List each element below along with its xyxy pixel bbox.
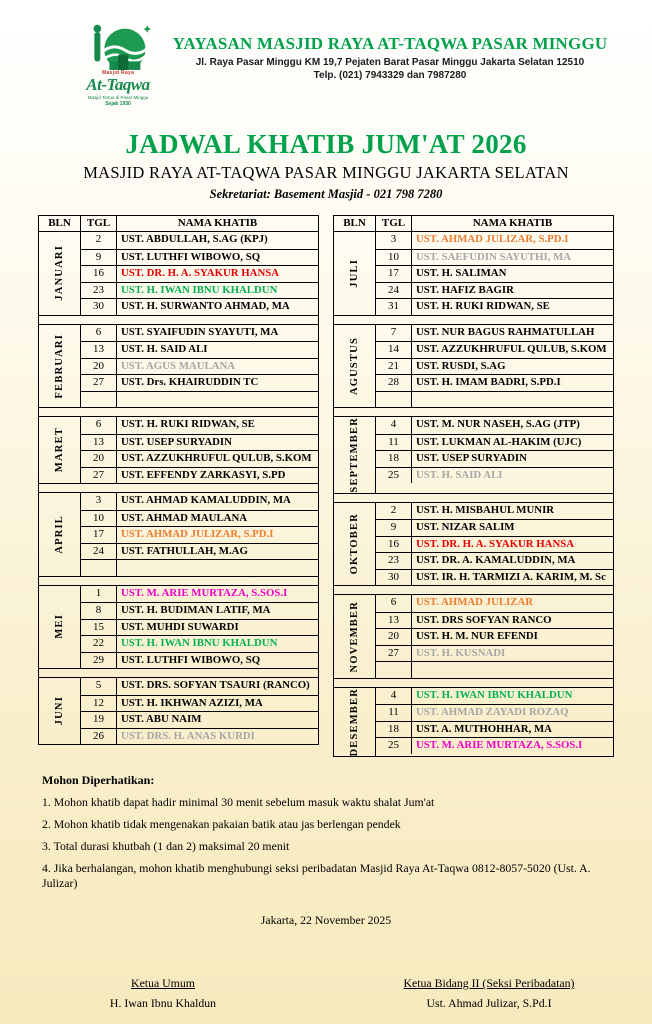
schedule-row	[81, 298, 318, 315]
schedule-column-left	[38, 215, 319, 757]
date-cell: 31	[376, 299, 412, 315]
date-cell: 27	[376, 646, 412, 662]
khatib-name-cell: UST. MUHDI SUWARDI	[121, 620, 239, 633]
schedule-row	[81, 526, 318, 543]
khatib-name-cell: UST. M. ARIE MURTAZA, S.SOS.I	[121, 586, 288, 599]
khatib-name-cell: UST. M. NUR NASEH, S.AG (JTP)	[416, 418, 580, 430]
signature-right	[326, 976, 652, 1011]
month-group	[38, 324, 319, 409]
schedule-row	[81, 417, 318, 434]
month-rows	[81, 678, 318, 744]
month-label: APRIL	[54, 514, 65, 554]
date-cell: 9	[81, 250, 117, 266]
schedule-row	[376, 704, 613, 721]
date-cell: 26	[81, 729, 117, 745]
date-cell: 8	[81, 603, 117, 619]
schedule-row	[81, 728, 318, 745]
date-cell: 11	[376, 435, 412, 451]
khatib-name-cell: UST. AHMAD JULIZAR, S.PD.I	[121, 528, 274, 540]
signature-title: Ketua Bidang II (Seksi Peribadatan)	[403, 976, 575, 991]
date-cell: 13	[81, 435, 117, 451]
date-cell: 20	[81, 451, 117, 467]
schedule-row	[376, 341, 613, 358]
khatib-name-cell: UST. AZZUKHRUFUL QULUB, S.KOM	[121, 452, 312, 464]
khatib-name-cell: UST. Drs. KHAIRUDDIN TC	[121, 376, 259, 388]
khatib-name-cell: UST. H. IWAN IBNU KHALDUN	[416, 688, 573, 701]
date-cell: 17	[81, 527, 117, 543]
schedule-row	[376, 467, 613, 484]
month-cell	[39, 325, 81, 408]
month-cell	[334, 417, 376, 493]
date-cell: 25	[376, 738, 412, 754]
schedule-row	[376, 721, 613, 738]
org-block	[168, 20, 612, 81]
date-cell: 5	[81, 678, 117, 695]
title-block	[0, 129, 652, 202]
date-cell: 7	[376, 325, 412, 342]
month-group	[38, 416, 319, 484]
khatib-name-cell: UST. RUSDI, S.AG	[416, 359, 506, 372]
date-cell: 4	[376, 688, 412, 705]
column-header: BLN	[334, 216, 376, 231]
schedule-row	[81, 374, 318, 391]
khatib-name-cell: UST. H. RUKI RIDWAN, SE	[121, 418, 255, 430]
khatib-name-cell: UST. AHMAD KAMALUDDIN, MA	[121, 494, 291, 506]
month-group	[333, 416, 614, 494]
mosque-logo	[68, 20, 168, 107]
schedule-row	[376, 628, 613, 645]
signature-block	[0, 976, 652, 1011]
date-cell: 2	[376, 503, 412, 520]
date-cell: 25	[376, 468, 412, 484]
date-cell	[81, 560, 117, 576]
khatib-name-cell: UST. FATHULLAH, M.AG	[121, 544, 248, 557]
secretariat-line: Sekretariat: Basement Masjid - 021 798 7280	[209, 187, 443, 201]
month-cell	[39, 586, 81, 669]
date-cell: 11	[376, 705, 412, 721]
note-item: 4. Jika berhalangan, mohon khatib menghubungi seksi peribadatan Masjid Raya At-Taqwa 0812-8057-5020 (Ust. A. Julizar)	[42, 861, 591, 891]
month-cell	[334, 595, 376, 678]
date-cell: 30	[376, 570, 412, 586]
khatib-name-cell: UST. H. IWAN IBNU KHALDUN	[121, 637, 278, 649]
schedule-row	[81, 559, 318, 576]
date-cell: 1	[81, 586, 117, 603]
khatib-name-cell: UST. DRS. H. ANAS KURDI	[121, 729, 255, 742]
schedule-row	[81, 586, 318, 603]
schedule-row	[81, 678, 318, 695]
schedule-row	[376, 612, 613, 629]
month-rows	[81, 493, 318, 576]
schedule-row	[81, 635, 318, 652]
khatib-name-cell: UST. H. SALIMAN	[416, 267, 507, 279]
month-group	[38, 585, 319, 670]
month-label: MARET	[54, 427, 65, 473]
khatib-name-cell: UST. AZZUKHRUFUL QULUB, S.KOM	[416, 343, 607, 355]
logo-tagline: Masjid Tertua di Pasar Minggu	[87, 95, 149, 100]
month-cell	[39, 232, 81, 315]
signature-name: H. Iwan Ibnu Khaldun	[109, 996, 217, 1011]
date-cell: 20	[376, 629, 412, 645]
date-cell: 18	[376, 722, 412, 738]
date-cell: 10	[376, 250, 412, 266]
khatib-name-cell: UST. H. BUDIMAN LATIF, MA	[121, 604, 271, 616]
schedule-row	[376, 450, 613, 467]
khatib-name-cell: UST. AHMAD ZAYADI ROZAQ	[416, 706, 569, 719]
date-cell	[81, 392, 117, 408]
khatib-name-cell: UST. H. MISBAHUL MUNIR	[416, 503, 555, 516]
schedule-row	[376, 232, 613, 249]
date-cell: 3	[376, 232, 412, 249]
note-item: 3. Total durasi khutbah (1 dan 2) maksimal 20 menit	[42, 839, 290, 854]
khatib-name-cell: UST. AGUS MAULANA	[121, 359, 236, 372]
khatib-name-cell: UST. SYAIFUDIN SYAYUTI, MA	[121, 325, 279, 338]
khatib-name-cell: UST. LUTHFI WIBOWO, SQ	[121, 653, 261, 666]
date-cell: 16	[81, 266, 117, 282]
khatib-name-cell: UST. NIZAR SALIM	[416, 521, 515, 534]
schedule-row	[376, 249, 613, 266]
org-name: YAYASAN MASJID RAYA AT-TAQWA PASAR MINGGU	[172, 34, 608, 53]
date-cell: 9	[376, 520, 412, 536]
schedule-row	[81, 711, 318, 728]
date-cell: 28	[376, 375, 412, 391]
month-rows	[81, 325, 318, 408]
month-rows	[376, 595, 613, 678]
note-item: 2. Mohon khatib tidak mengenakan pakaian batik atau jas berlengan pendek	[42, 817, 401, 832]
letterhead	[0, 0, 652, 107]
date-cell: 12	[81, 696, 117, 712]
month-cell	[334, 503, 376, 586]
khatib-name-cell: UST. H. IKHWAN AZIZI, MA	[121, 696, 263, 709]
khatib-name-cell: UST. EFFENDY ZARKASYI, S.PD	[121, 468, 286, 481]
table-header-row	[38, 215, 319, 232]
column-header: TGL	[81, 216, 117, 231]
schedule-row	[376, 417, 613, 434]
schedule-row	[81, 493, 318, 510]
month-group	[38, 677, 319, 745]
signature-name: Ust. Ahmad Julizar, S.Pd.I	[426, 996, 552, 1011]
schedule-tables	[38, 215, 614, 757]
schedule-row	[81, 391, 318, 408]
schedule-row	[376, 282, 613, 299]
schedule-row	[81, 543, 318, 560]
month-label: JUNI	[54, 696, 65, 726]
schedule-row	[81, 619, 318, 636]
date-cell: 30	[81, 299, 117, 315]
khatib-name-cell	[117, 560, 318, 576]
khatib-name-cell: UST. DR. H. A. SYAKUR HANSA	[416, 537, 575, 550]
date-cell: 6	[376, 595, 412, 612]
schedule-row	[376, 645, 613, 662]
month-rows	[81, 417, 318, 483]
khatib-name-cell: UST. H. SAID ALI	[121, 343, 208, 355]
khatib-name-cell: UST. AHMAD MAULANA	[121, 511, 248, 524]
month-label: JULI	[349, 258, 360, 288]
dateline: Jakarta, 22 November 2025	[260, 913, 392, 928]
column-header: TGL	[376, 216, 412, 231]
schedule-row	[81, 325, 318, 342]
date-cell: 21	[376, 359, 412, 375]
schedule-row	[81, 450, 318, 467]
month-label: FEBRUARI	[54, 333, 65, 398]
khatib-name-cell	[117, 392, 318, 408]
khatib-name-cell: UST. USEP SURYADIN	[121, 435, 232, 448]
date-cell: 10	[81, 511, 117, 527]
khatib-name-cell: UST. H. RUKI RIDWAN, SE	[416, 300, 550, 312]
column-header: NAMA KHATIB	[177, 217, 258, 229]
schedule-row	[81, 652, 318, 669]
date-cell: 13	[376, 613, 412, 629]
notes-heading: Mohon Diperhatikan:	[42, 773, 155, 788]
schedule-row	[376, 737, 613, 754]
month-group	[333, 324, 614, 409]
schedule-row	[376, 519, 613, 536]
month-rows	[376, 688, 613, 757]
schedule-row	[376, 265, 613, 282]
date-cell: 13	[81, 342, 117, 358]
date-cell: 3	[81, 493, 117, 510]
schedule-row	[376, 434, 613, 451]
date-cell: 24	[376, 283, 412, 299]
date-cell: 15	[81, 620, 117, 636]
date-cell	[376, 662, 412, 678]
khatib-name-cell	[412, 392, 613, 408]
month-group	[38, 231, 319, 316]
khatib-name-cell: UST. H. SAID ALI	[416, 468, 503, 481]
page-title: JADWAL KHATIB JUM'AT 2026	[125, 129, 527, 159]
schedule-row	[81, 602, 318, 619]
month-label: AGUSTUS	[349, 336, 360, 395]
logo-since: Sejak 1930	[105, 101, 131, 107]
date-cell: 4	[376, 417, 412, 434]
month-rows	[376, 232, 613, 315]
note-item: 1. Mohon khatib dapat hadir minimal 30 menit sebelum masuk waktu shalat Jum'at	[42, 795, 435, 810]
schedule-row	[81, 434, 318, 451]
khatib-name-cell: UST. H. IMAM BADRI, S.PD.I	[416, 376, 561, 388]
month-group	[333, 594, 614, 679]
date-cell: 27	[81, 468, 117, 484]
schedule-row	[376, 569, 613, 586]
date-cell: 20	[81, 359, 117, 375]
schedule-row	[376, 374, 613, 391]
schedule-row	[376, 503, 613, 520]
notes-section	[42, 773, 610, 891]
month-rows	[81, 232, 318, 315]
schedule-row	[81, 341, 318, 358]
schedule-row	[81, 358, 318, 375]
page-subtitle: MASJID RAYA AT-TAQWA PASAR MINGGU JAKARTA SELATAN	[83, 163, 569, 182]
month-label: MEI	[54, 614, 65, 640]
date-cell: 18	[376, 451, 412, 467]
month-cell	[334, 232, 376, 315]
schedule-row	[81, 265, 318, 282]
schedule-row	[81, 282, 318, 299]
khatib-name-cell: UST. LUKMAN AL-HAKIM (UJC)	[416, 435, 582, 448]
khatib-name-cell: UST. H. KUSNADI	[416, 646, 506, 659]
khatib-name-cell: UST. H. IWAN IBNU KHALDUN	[121, 283, 278, 296]
khatib-name-cell: UST. SAEFUDIN SAYUTHI, MA	[416, 250, 572, 263]
date-cell: 24	[81, 544, 117, 560]
date-cell: 16	[376, 537, 412, 553]
signature-title: Ketua Umum	[131, 976, 195, 991]
date-cell: 2	[81, 232, 117, 249]
date-cell: 17	[376, 266, 412, 282]
date-cell: 6	[81, 325, 117, 342]
date-cell: 6	[81, 417, 117, 434]
month-rows	[376, 503, 613, 586]
month-cell	[39, 678, 81, 744]
khatib-name-cell: UST. DR. A. KAMALUDDIN, MA	[416, 554, 576, 567]
month-label: OKTOBER	[349, 513, 360, 575]
month-group	[38, 492, 319, 577]
schedule-row	[81, 249, 318, 266]
month-rows	[376, 417, 613, 493]
column-header: NAMA KHATIB	[472, 217, 553, 229]
month-cell	[334, 325, 376, 408]
schedule-row	[376, 358, 613, 375]
schedule-row	[376, 298, 613, 315]
date-cell	[376, 392, 412, 408]
logo-script-name: At-Taqwa	[86, 75, 150, 94]
khatib-name-cell: UST. IR. H. TARMIZI A. KARIM, M. Sc	[416, 570, 606, 583]
date-cell: 23	[376, 553, 412, 569]
schedule-row	[376, 325, 613, 342]
month-label: JANUARI	[54, 245, 65, 302]
khatib-name-cell	[412, 662, 613, 678]
schedule-row	[81, 232, 318, 249]
schedule-row	[81, 510, 318, 527]
month-rows	[376, 325, 613, 408]
month-rows	[81, 586, 318, 669]
date-cell: 22	[81, 636, 117, 652]
month-cell	[334, 688, 376, 757]
schedule-row	[376, 552, 613, 569]
schedule-row	[81, 695, 318, 712]
schedule-row	[376, 536, 613, 553]
date-cell: 27	[81, 375, 117, 391]
logo-brand-top: Masjid Raya	[102, 70, 135, 76]
khatib-name-cell: UST. M. ARIE MURTAZA, S.SOS.I	[416, 739, 583, 752]
column-header: BLN	[39, 216, 81, 231]
month-cell	[39, 417, 81, 483]
month-label: SEPTEMBER	[349, 417, 360, 493]
month-cell	[39, 493, 81, 576]
khatib-name-cell: UST. ABDULLAH, S.AG (KPJ)	[121, 233, 268, 245]
khatib-name-cell: UST. A. MUTHOHHAR, MA	[416, 722, 552, 735]
table-header-row	[333, 215, 614, 232]
khatib-name-cell: UST. H. SURWANTO AHMAD, MA	[121, 300, 290, 312]
khatib-name-cell: UST. AHMAD JULIZAR, S.PD.I	[416, 233, 569, 245]
khatib-name-cell: UST. DR. H. A. SYAKUR HANSA	[121, 267, 280, 279]
org-phone: Telp. (021) 7943329 dan 7987280	[313, 70, 467, 81]
schedule-row	[376, 391, 613, 408]
khatib-name-cell: UST. DRS. SOFYAN TSAURI (RANCO)	[121, 679, 310, 691]
month-group	[333, 502, 614, 587]
khatib-name-cell: UST. ABU NAIM	[121, 713, 202, 725]
month-group	[333, 687, 614, 758]
khatib-name-cell: UST. USEP SURYADIN	[416, 452, 527, 464]
khatib-name-cell: UST. H. M. NUR EFENDI	[416, 630, 538, 643]
schedule-row	[376, 688, 613, 705]
signature-left	[0, 976, 326, 1011]
date-cell: 19	[81, 712, 117, 728]
khatib-name-cell: UST. LUTHFI WIBOWO, SQ	[121, 250, 261, 263]
schedule-row	[376, 661, 613, 678]
org-address: Jl. Raya Pasar Minggu KM 19,7 Pejaten Barat Pasar Minggu Jakarta Selatan 12510	[195, 57, 585, 68]
schedule-column-right	[333, 215, 614, 757]
date-cell: 23	[81, 283, 117, 299]
date-cell: 29	[81, 653, 117, 669]
khatib-name-cell: UST. NUR BAGUS RAHMATULLAH	[416, 325, 595, 338]
khatib-name-cell: UST. AHMAD JULIZAR	[416, 596, 534, 609]
schedule-row	[81, 467, 318, 484]
khatib-name-cell: UST. DRS SOFYAN RANCO	[416, 613, 552, 626]
khatib-name-cell: UST. HAFIZ BAGIR	[416, 283, 514, 296]
month-label: DESEMBER	[349, 687, 360, 757]
month-label: NOVEMBER	[349, 600, 360, 673]
date-cell: 14	[376, 342, 412, 358]
month-group	[333, 231, 614, 316]
schedule-row	[376, 595, 613, 612]
